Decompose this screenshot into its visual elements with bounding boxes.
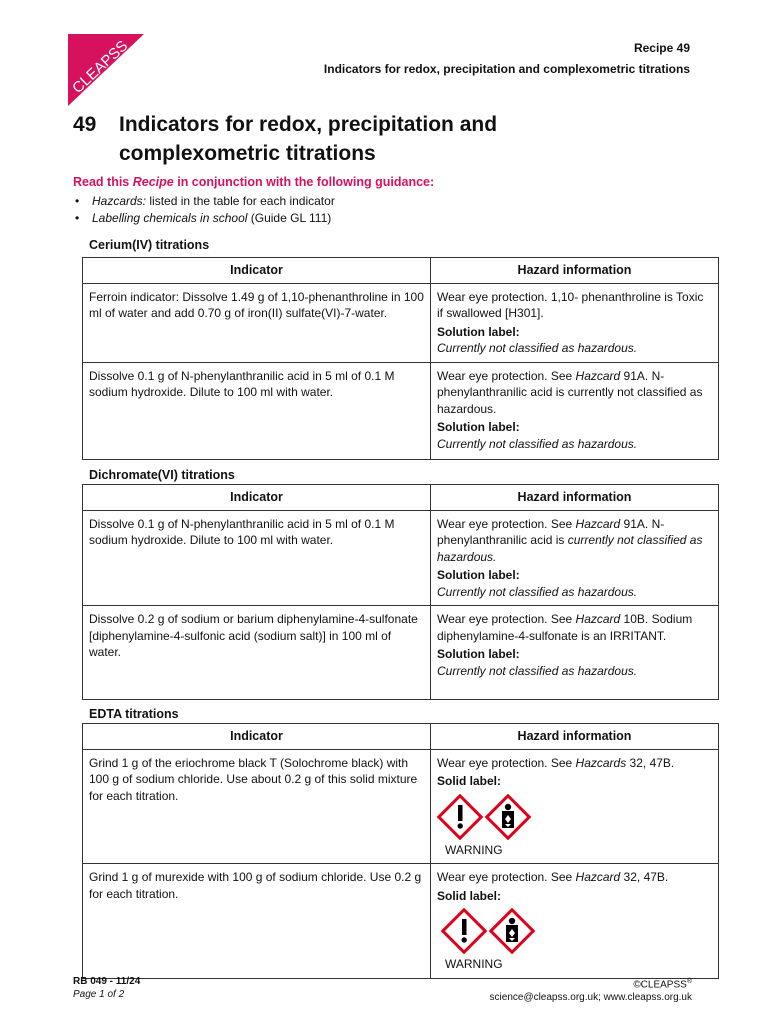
document-code: RB 049 - 11/24 xyxy=(73,976,141,987)
title-number: 49 xyxy=(73,113,97,136)
table-header-row xyxy=(83,485,719,511)
indicator-cell: Dissolve 0.1 g of N-phenylanthranilic acid in 5 ml of 0.1 M sodium hydroxide. Dilute to 100 ml with water. xyxy=(83,362,431,459)
indicator-cell: Grind 1 g of murexide with 100 g of sodium chloride. Use 0.2 g for each titration. xyxy=(83,864,431,979)
hazard-table-cerium xyxy=(82,257,719,460)
hazard-cell: Wear eye protection. See Hazcard 91A. N-phenylanthranilic acid is currently not classified as hazardous. Solution label: Currently not classified as hazardous. xyxy=(431,362,719,459)
recipe-number: Recipe 49 xyxy=(633,41,690,55)
title-line-2: complexometric titrations xyxy=(119,142,376,165)
guidance-list xyxy=(75,193,335,227)
indicator-cell: Dissolve 0.2 g of sodium or barium diphenylamine-4-sulfonate [diphenylamine-4-sulfonic acid (sodium salt)] in 100 ml of water. xyxy=(83,606,431,700)
column-header-indicator: Indicator xyxy=(83,485,431,511)
column-header-hazard: Hazard information xyxy=(431,485,719,511)
health-hazard-icon xyxy=(485,794,531,840)
indicator-cell: Dissolve 0.1 g of N-phenylanthranilic acid in 5 ml of 0.1 M sodium hydroxide. Dilute to 100 ml with water. xyxy=(83,510,431,606)
page-title xyxy=(73,110,497,168)
exclamation-icon xyxy=(437,794,483,840)
table-row xyxy=(83,510,719,606)
table-row xyxy=(83,362,719,459)
page-header xyxy=(324,38,690,80)
cleapss-logo xyxy=(68,34,144,106)
title-line-1: Indicators for redox, precipitation and xyxy=(119,113,498,136)
table-row xyxy=(83,606,719,700)
footer-left xyxy=(73,975,140,1001)
bullet-icon: • xyxy=(75,194,80,208)
table-row xyxy=(83,749,719,864)
section-heading-cerium: Cerium(IV) titrations xyxy=(89,238,210,252)
health-hazard-icon xyxy=(489,908,535,954)
column-header-indicator: Indicator xyxy=(83,724,431,750)
column-header-indicator: Indicator xyxy=(83,258,431,284)
hazard-cell: Wear eye protection. See Hazcard 32, 47B. Solid label: WARNING xyxy=(431,864,719,979)
guidance-intro: Read this Recipe in conjunction with the following guidance: xyxy=(73,175,435,189)
list-item: • Hazcards: listed in the table for each indicator xyxy=(75,194,335,208)
hazard-cell: Wear eye protection. 1,10- phenanthroline is Toxic if swallowed [H301]. Solution label: Currently not classified as hazardous. xyxy=(431,283,719,362)
indicator-cell: Grind 1 g of the eriochrome black T (Solochrome black) with 100 g of sodium chloride. Use about 0.2 g of this solid mixture for each titration. xyxy=(83,749,431,864)
header-subtitle: Indicators for redox, precipitation and complexometric titrations xyxy=(323,62,690,76)
footer-right xyxy=(490,975,692,1004)
table-row xyxy=(83,283,719,362)
ghs-pictograms xyxy=(441,908,712,954)
copyright: ©CLEAPSS® xyxy=(633,978,692,991)
signal-word: WARNING xyxy=(445,842,503,857)
hazard-table-dichromate xyxy=(82,484,719,700)
hazard-table-edta xyxy=(82,723,719,979)
hazard-cell: Wear eye protection. See Hazcards 32, 47B. Solid label: WARNING xyxy=(431,749,719,864)
ghs-pictograms xyxy=(437,794,712,840)
logo-text: CLEAPSS xyxy=(69,37,132,97)
contact-info: science@cleapss.org.uk; www.cleapss.org.uk xyxy=(489,992,692,1004)
exclamation-icon xyxy=(441,908,487,954)
column-header-hazard: Hazard information xyxy=(431,724,719,750)
page-number: Page 1 of 2 xyxy=(73,989,125,1000)
bullet-icon: • xyxy=(75,211,80,225)
signal-word: WARNING xyxy=(445,957,503,971)
section-heading-edta: EDTA titrations xyxy=(89,707,179,721)
indicator-cell: Ferroin indicator: Dissolve 1.49 g of 1,10-phenanthroline in 100 ml of water and add 0.70 g of iron(II) sulfate(VI)-7-water. xyxy=(83,283,431,362)
table-header-row xyxy=(83,724,719,750)
hazard-cell: Wear eye protection. See Hazcard 91A. N-phenylanthranilic acid is currently not classified as hazardous. Solution label: Currently not classified as hazardous. xyxy=(431,510,719,606)
table-header-row xyxy=(83,258,719,284)
section-heading-dichromate: Dichromate(VI) titrations xyxy=(89,468,235,482)
table-row xyxy=(83,864,719,979)
column-header-hazard: Hazard information xyxy=(431,258,719,284)
list-item: • Labelling chemicals in school (Guide GL 111) xyxy=(75,211,332,225)
hazard-cell: Wear eye protection. See Hazcard 10B. Sodium diphenylamine-4-sulfonate is an IRRITANT. Solution label: Currently not classified as hazardous. xyxy=(431,606,719,700)
